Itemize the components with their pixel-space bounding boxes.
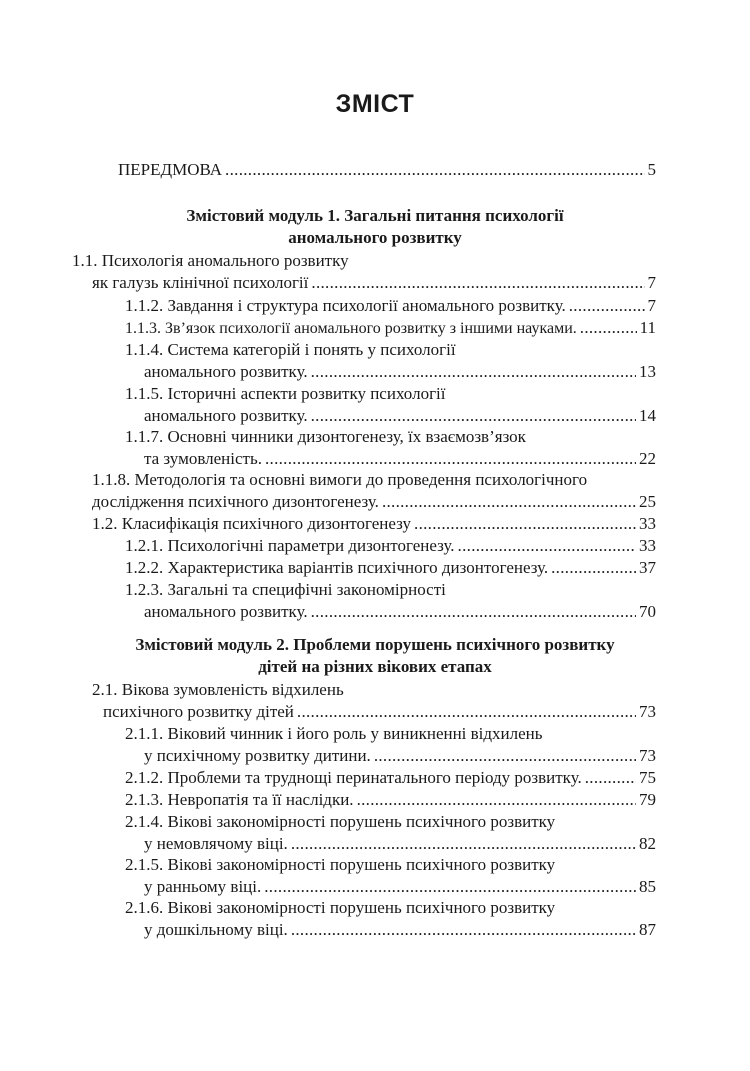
toc-entry-label: 2.1.2. Проблеми та труднощі перинатального періоду розвитку. bbox=[125, 768, 582, 787]
toc-page-number: 73 bbox=[639, 746, 656, 765]
dot-leader bbox=[311, 272, 644, 293]
toc-page-number: 5 bbox=[647, 160, 656, 179]
toc-entry-1-1-8[interactable] bbox=[92, 491, 656, 512]
toc-page-number: 13 bbox=[639, 362, 656, 381]
toc-entry-1-2-1[interactable] bbox=[125, 535, 656, 556]
dot-leader bbox=[311, 601, 636, 622]
toc-entry-1-1-3[interactable] bbox=[125, 317, 656, 339]
toc-page-number: 7 bbox=[647, 273, 656, 292]
toc-entry-label: у немовлячому віці. bbox=[144, 834, 288, 853]
toc-entry-label: дослідження психічного дизонтогенезу. bbox=[92, 492, 379, 511]
toc-entry-2-1-4-line1[interactable]: 2.1.4. Вікові закономірності порушень психічного розвитку bbox=[125, 812, 556, 831]
module-heading-1: Змістовий модуль 1. Загальні питання психології bbox=[186, 206, 564, 225]
dot-leader bbox=[458, 535, 636, 556]
toc-page-number: 82 bbox=[639, 834, 656, 853]
dot-leader bbox=[291, 833, 636, 854]
page-title: ЗМІСТ bbox=[335, 90, 415, 118]
toc-entry-1-1-7[interactable] bbox=[144, 448, 656, 469]
toc-entry-preface[interactable] bbox=[118, 159, 656, 180]
toc-page-number: 73 bbox=[639, 702, 656, 721]
toc-entry-label: 1.1.2. Завдання і структура психології аномального розвитку. bbox=[125, 296, 566, 315]
dot-leader bbox=[297, 701, 636, 722]
toc-entry-label: 1.2.1. Психологічні параметри дизонтогенезу. bbox=[125, 536, 455, 555]
toc-entry-2-1-3[interactable] bbox=[125, 789, 656, 810]
toc-entry-2-1-1[interactable] bbox=[144, 745, 656, 766]
toc-entry-2-1-2[interactable] bbox=[125, 767, 656, 788]
dot-leader bbox=[382, 491, 636, 512]
toc-entry-1-1-2[interactable] bbox=[125, 295, 656, 316]
toc-entry-label: як галузь клінічної психології bbox=[92, 273, 309, 292]
toc-page-number: 33 bbox=[639, 514, 656, 533]
toc-entry-1-1-4[interactable] bbox=[144, 361, 656, 382]
dot-leader bbox=[264, 876, 636, 897]
toc-page-number: 75 bbox=[639, 768, 656, 787]
toc-entry-1-2-3[interactable] bbox=[144, 601, 656, 622]
toc-entry-1-1-8-line1[interactable]: 1.1.8. Методологія та основні вимоги до проведення психологічного bbox=[92, 470, 588, 489]
toc-page-number: 7 bbox=[647, 296, 656, 315]
toc-entry-label: та зумовленість. bbox=[144, 449, 262, 468]
toc-entry-label: у психічному розвитку дитини. bbox=[144, 746, 371, 765]
toc-entry-1-1[interactable] bbox=[92, 272, 656, 293]
dot-leader bbox=[580, 317, 637, 338]
toc-entry-2-1-4[interactable] bbox=[144, 833, 656, 854]
toc-entry-label: 1.2.2. Характеристика варіантів психічного дизонтогенезу. bbox=[125, 558, 549, 577]
toc-entry-label: у дошкільному віці. bbox=[144, 920, 288, 939]
toc-entry-2-1-5[interactable] bbox=[144, 876, 656, 897]
toc-entry-1-1-5[interactable] bbox=[144, 405, 656, 426]
toc-page-number: 87 bbox=[639, 920, 656, 939]
toc-entry-1-1-line1[interactable]: 1.1. Психологія аномального розвитку bbox=[72, 251, 349, 270]
toc-entry-1-1-5-line1[interactable]: 1.1.5. Історичні аспекти розвитку психології bbox=[125, 384, 446, 403]
toc-entry-2-1[interactable] bbox=[103, 701, 656, 722]
toc-entry-2-1-6[interactable] bbox=[144, 919, 656, 940]
toc-page-number: 37 bbox=[639, 558, 656, 577]
toc-entry-1-1-7-line1[interactable]: 1.1.7. Основні чинники дизонтогенезу, їх взаємозв’язок bbox=[125, 427, 526, 446]
toc-page-number: 14 bbox=[639, 406, 656, 425]
toc-page-number: 33 bbox=[639, 536, 656, 555]
dot-leader bbox=[569, 295, 645, 316]
dot-leader bbox=[225, 159, 644, 180]
toc-entry-1-2-2[interactable] bbox=[125, 557, 656, 578]
toc-page-number: 85 bbox=[639, 877, 656, 896]
toc-page-number: 79 bbox=[639, 790, 656, 809]
dot-leader bbox=[311, 361, 636, 382]
toc-entry-2-1-1-line1[interactable]: 2.1.1. Віковий чинник і його роль у виникненні відхилень bbox=[125, 724, 543, 743]
module-heading-2: Змістовий модуль 2. Проблеми порушень психічного розвитку bbox=[135, 635, 615, 654]
dot-leader bbox=[585, 767, 636, 788]
toc-page-number: 11 bbox=[639, 318, 656, 337]
toc-page-number: 70 bbox=[639, 602, 656, 621]
toc-page-number: 25 bbox=[639, 492, 656, 511]
toc-entry-2-1-6-line1[interactable]: 2.1.6. Вікові закономірності порушень психічного розвитку bbox=[125, 898, 556, 917]
toc-entry-1-2-3-line1[interactable]: 1.2.3. Загальні та специфічні закономірності bbox=[125, 580, 446, 599]
dot-leader bbox=[551, 557, 636, 578]
toc-entry-label: 1.1.3. Зв’язок психології аномального розвитку з іншими науками. bbox=[125, 320, 577, 337]
toc-entry-label: у ранньому віці. bbox=[144, 877, 262, 896]
dot-leader bbox=[291, 919, 636, 940]
toc-entry-1-1-4-line1[interactable]: 1.1.4. Система категорій і понять у психології bbox=[125, 340, 456, 359]
dot-leader bbox=[374, 745, 636, 766]
dot-leader bbox=[414, 513, 636, 534]
toc-entry-label: ПЕРЕДМОВА bbox=[118, 160, 223, 179]
toc-entry-label: аномального розвитку. bbox=[144, 406, 308, 425]
toc-entry-2-1-line1[interactable]: 2.1. Вікова зумовленість відхилень bbox=[92, 680, 344, 699]
toc-entry-1-2[interactable] bbox=[92, 513, 656, 534]
module-heading-1-cont: аномального розвитку bbox=[288, 228, 462, 247]
toc-entry-label: аномального розвитку. bbox=[144, 362, 308, 381]
toc-entry-label: 1.2. Класифікація психічного дизонтогенезу bbox=[92, 514, 412, 533]
toc-entry-label: психічного розвитку дітей bbox=[103, 702, 294, 721]
module-heading-2-cont: дітей на різних вікових етапах bbox=[258, 657, 492, 676]
dot-leader bbox=[357, 789, 636, 810]
dot-leader bbox=[311, 405, 636, 426]
toc-entry-label: аномального розвитку. bbox=[144, 602, 308, 621]
toc-entry-2-1-5-line1[interactable]: 2.1.5. Вікові закономірності порушень психічного розвитку bbox=[125, 855, 556, 874]
toc-entry-label: 2.1.3. Невропатія та її наслідки. bbox=[125, 790, 354, 809]
toc-page-number: 22 bbox=[639, 449, 656, 468]
dot-leader bbox=[265, 448, 636, 469]
